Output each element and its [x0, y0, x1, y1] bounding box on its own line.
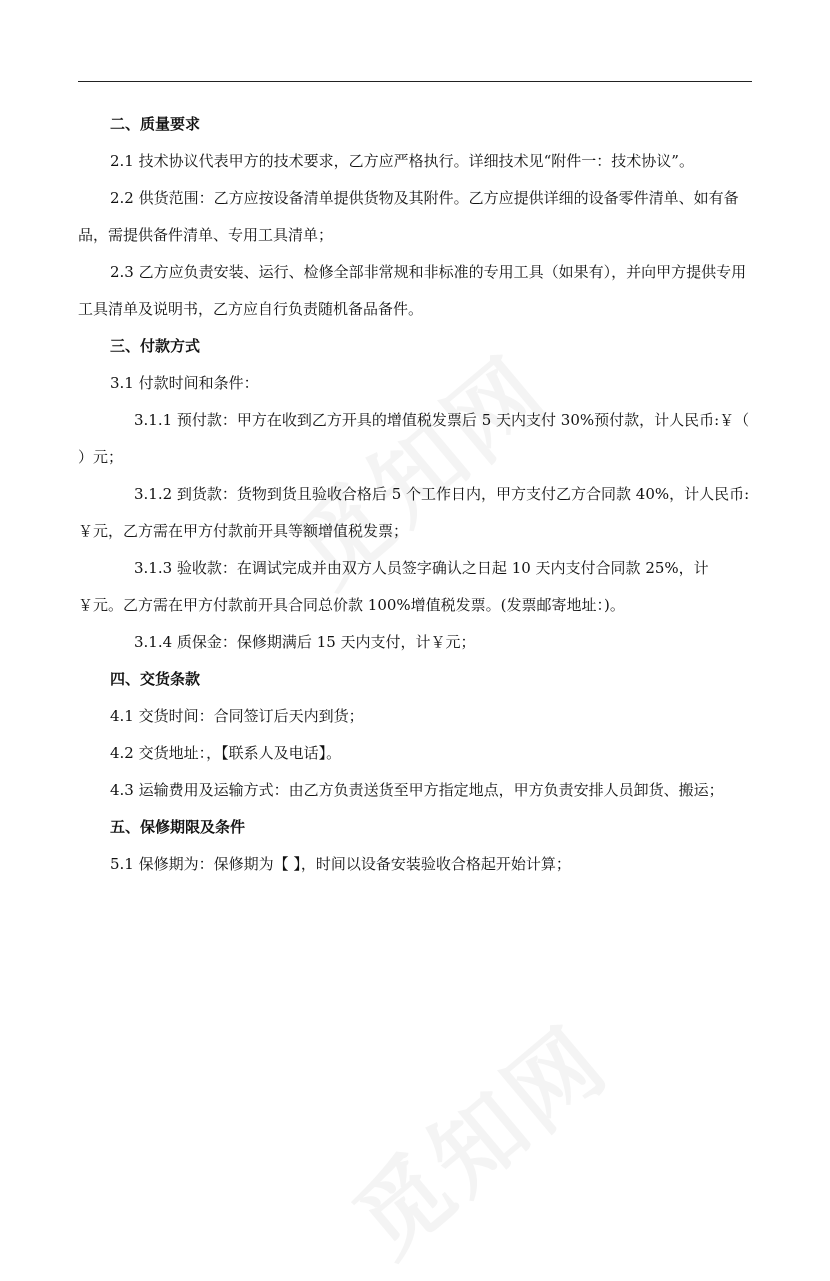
section-heading-delivery: 四、交货条款	[110, 670, 201, 688]
paragraph-2-3: 2.3 乙方应负责安装、运行、检修全部非常规和非标准的专用工具（如果有），并向甲方提供专用工具清单及说明书，乙方应自行负责随机备品备件。	[78, 263, 747, 318]
section-heading-warranty: 五、保修期限及条件	[110, 818, 246, 836]
header-rule	[78, 81, 752, 82]
paragraph-4-1: 4.1 交货时间：合同签订后天内到货；	[110, 707, 364, 725]
section-heading-payment: 三、付款方式	[110, 337, 201, 355]
paragraph-3-1-2: 3.1.2 到货款：货物到货且验收合格后 5 个工作日内，甲方支付乙方合同款 40%，计人民币:￥元，乙方需在甲方付款前开具等额增值税发票；	[78, 485, 750, 540]
paragraph-2-2: 2.2 供货范围：乙方应按设备清单提供货物及其附件。乙方应提供详细的设备零件清单、如有备品，需提供备件清单、专用工具清单；	[78, 189, 739, 244]
paragraph-4-2: 4.2 交货地址：，【联系人及电话】。	[110, 744, 342, 762]
section-heading-quality: 二、质量要求	[110, 115, 201, 133]
paragraph-3-1-1: 3.1.1 预付款：甲方在收到乙方开具的增值税发票后 5 天内支付 30%预付款，计人民币:￥（ ）元；	[78, 411, 750, 466]
paragraph-2-1: 2.1 技术协议代表甲方的技术要求，乙方应严格执行。详细技术见“附件一：技术协议”。	[110, 152, 694, 170]
paragraph-3-1-4: 3.1.4 质保金：保修期满后 15 天内支付，计￥元；	[134, 633, 476, 651]
paragraph-4-3: 4.3 运输费用及运输方式：由乙方负责送货至甲方指定地点，甲方负责安排人员卸货、搬运；	[110, 781, 724, 799]
document-body	[78, 106, 752, 883]
watermark	[322, 991, 632, 1281]
paragraph-3-1-3: 3.1.3 验收款：在调试完成并由双方人员签字确认之日起 10 天内支付合同款 25%，计￥元。乙方需在甲方付款前开具合同总价款 100%增值税发票。(发票邮寄地址：)。	[78, 559, 709, 614]
paragraph-5-1: 5.1 保修期为：保修期为【 】，时间以设备安装验收合格起开始计算；	[110, 855, 571, 873]
paragraph-3-1: 3.1 付款时间和条件：	[110, 374, 259, 392]
